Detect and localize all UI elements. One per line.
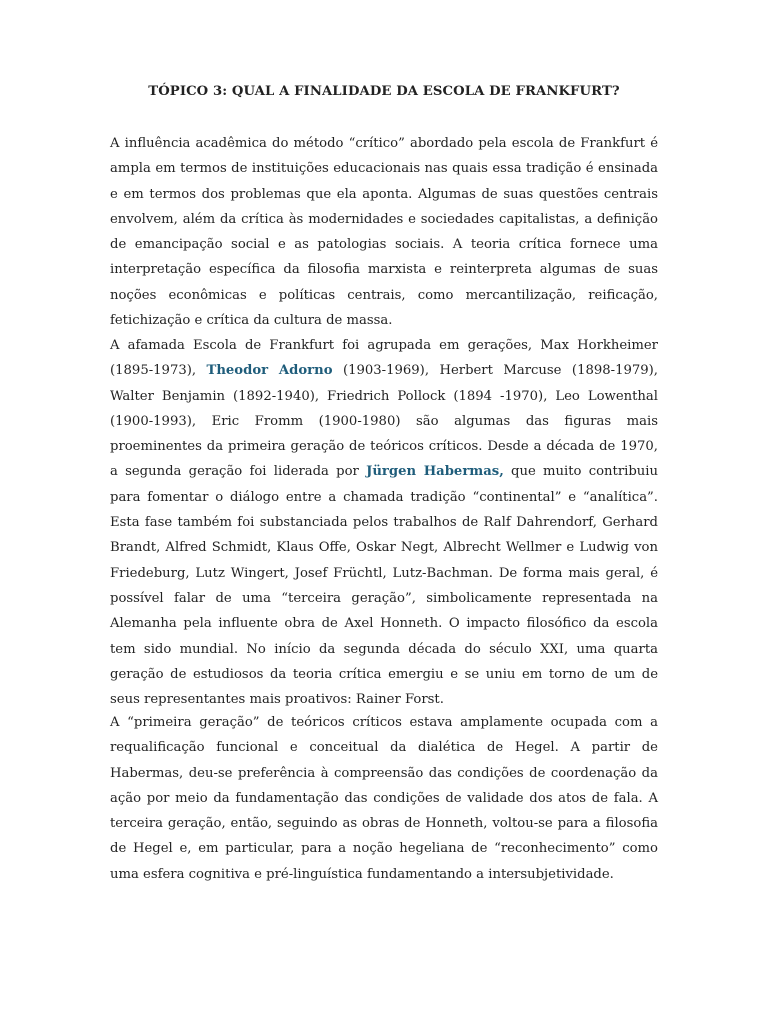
page-title: TÓPICO 3: QUAL A FINALIDADE DA ESCOLA DE FRANKFURT?: [148, 84, 620, 99]
theodor-adorno-link[interactable]: Theodor Adorno: [206, 363, 333, 379]
paragraph-2: [110, 333, 658, 712]
paragraph-2-text-2: (1903-1969), Herbert Marcuse (1898-1979), Walter Benjamin (1892-1940), Friedrich Pollock (1894 -1970), Leo Lowenthal (1900-1993), Eric Fromm (1900-1980) são algumas das figuras mais proeminentes da primeira geração de teóricos críticos. Desde a década de 1970, a segunda geração foi liderada por: [110, 363, 658, 480]
paragraph-1: A influência acadêmica do método “crítico” abordado pela escola de Frankfurt é ampla em termos de instituições educacionais nas quais essa tradição é ensinada e em termos dos problemas que ela aponta. Algumas de suas questões centrais envolvem, além da crítica às modernidades e sociedades capitalistas, a definição de emancipação social e as patologias sociais. A teoria crítica fornece uma interpretação específica da filosofia marxista e reinterpreta algumas de suas noções econômicas e políticas centrais, como mercantilização, reificação, fetichização e crítica da cultura de massa.: [110, 136, 658, 329]
jurgen-habermas-link[interactable]: Jürgen Habermas,: [366, 464, 504, 480]
paragraph-3: A “primeira geração” de teóricos críticos estava amplamente ocupada com a requalificação funcional e conceitual da dialética de Hegel. A partir de Habermas, deu-se preferência à compreensão das condições de coordenação da ação por meio da fundamentação das condições de validade dos atos de fala. A terceira geração, então, seguindo as obras de Honneth, voltou-se para a filosofia de Hegel e, em particular, para a noção hegeliana de “reconhecimento” como uma esfera cognitiva e pré-linguística fundamentando a intersubjetividade.: [110, 715, 658, 882]
paragraph-2-text-3: que muito contribuiu para fomentar o diálogo entre a chamada tradição “continental” e “analítica”. Esta fase também foi substanciada pelos trabalhos de Ralf Dahrendorf, Gerhard Brandt, Alfred Schmidt, Klaus Offe, Oskar Negt, Albrecht Wellmer e Ludwig von Friedeburg, Lutz Wingert, Josef Früchtl, Lutz-Bachman. De forma mais geral, é possível falar de uma “terceira geração”, simbolicamente representada na Alemanha pela influente obra de Axel Honneth. O impacto filosófico da escola tem sido mundial. No início da segunda década do século XXI, uma quarta geração de estudiosos da teoria crítica emergiu e se uniu em torno de um de seus representantes mais proativos: Rainer Forst.: [110, 464, 658, 708]
paragraph-2-text-1: A afamada Escola de Frankfurt foi agrupada em gerações, Max Horkheimer (1895-1973),: [110, 338, 658, 379]
